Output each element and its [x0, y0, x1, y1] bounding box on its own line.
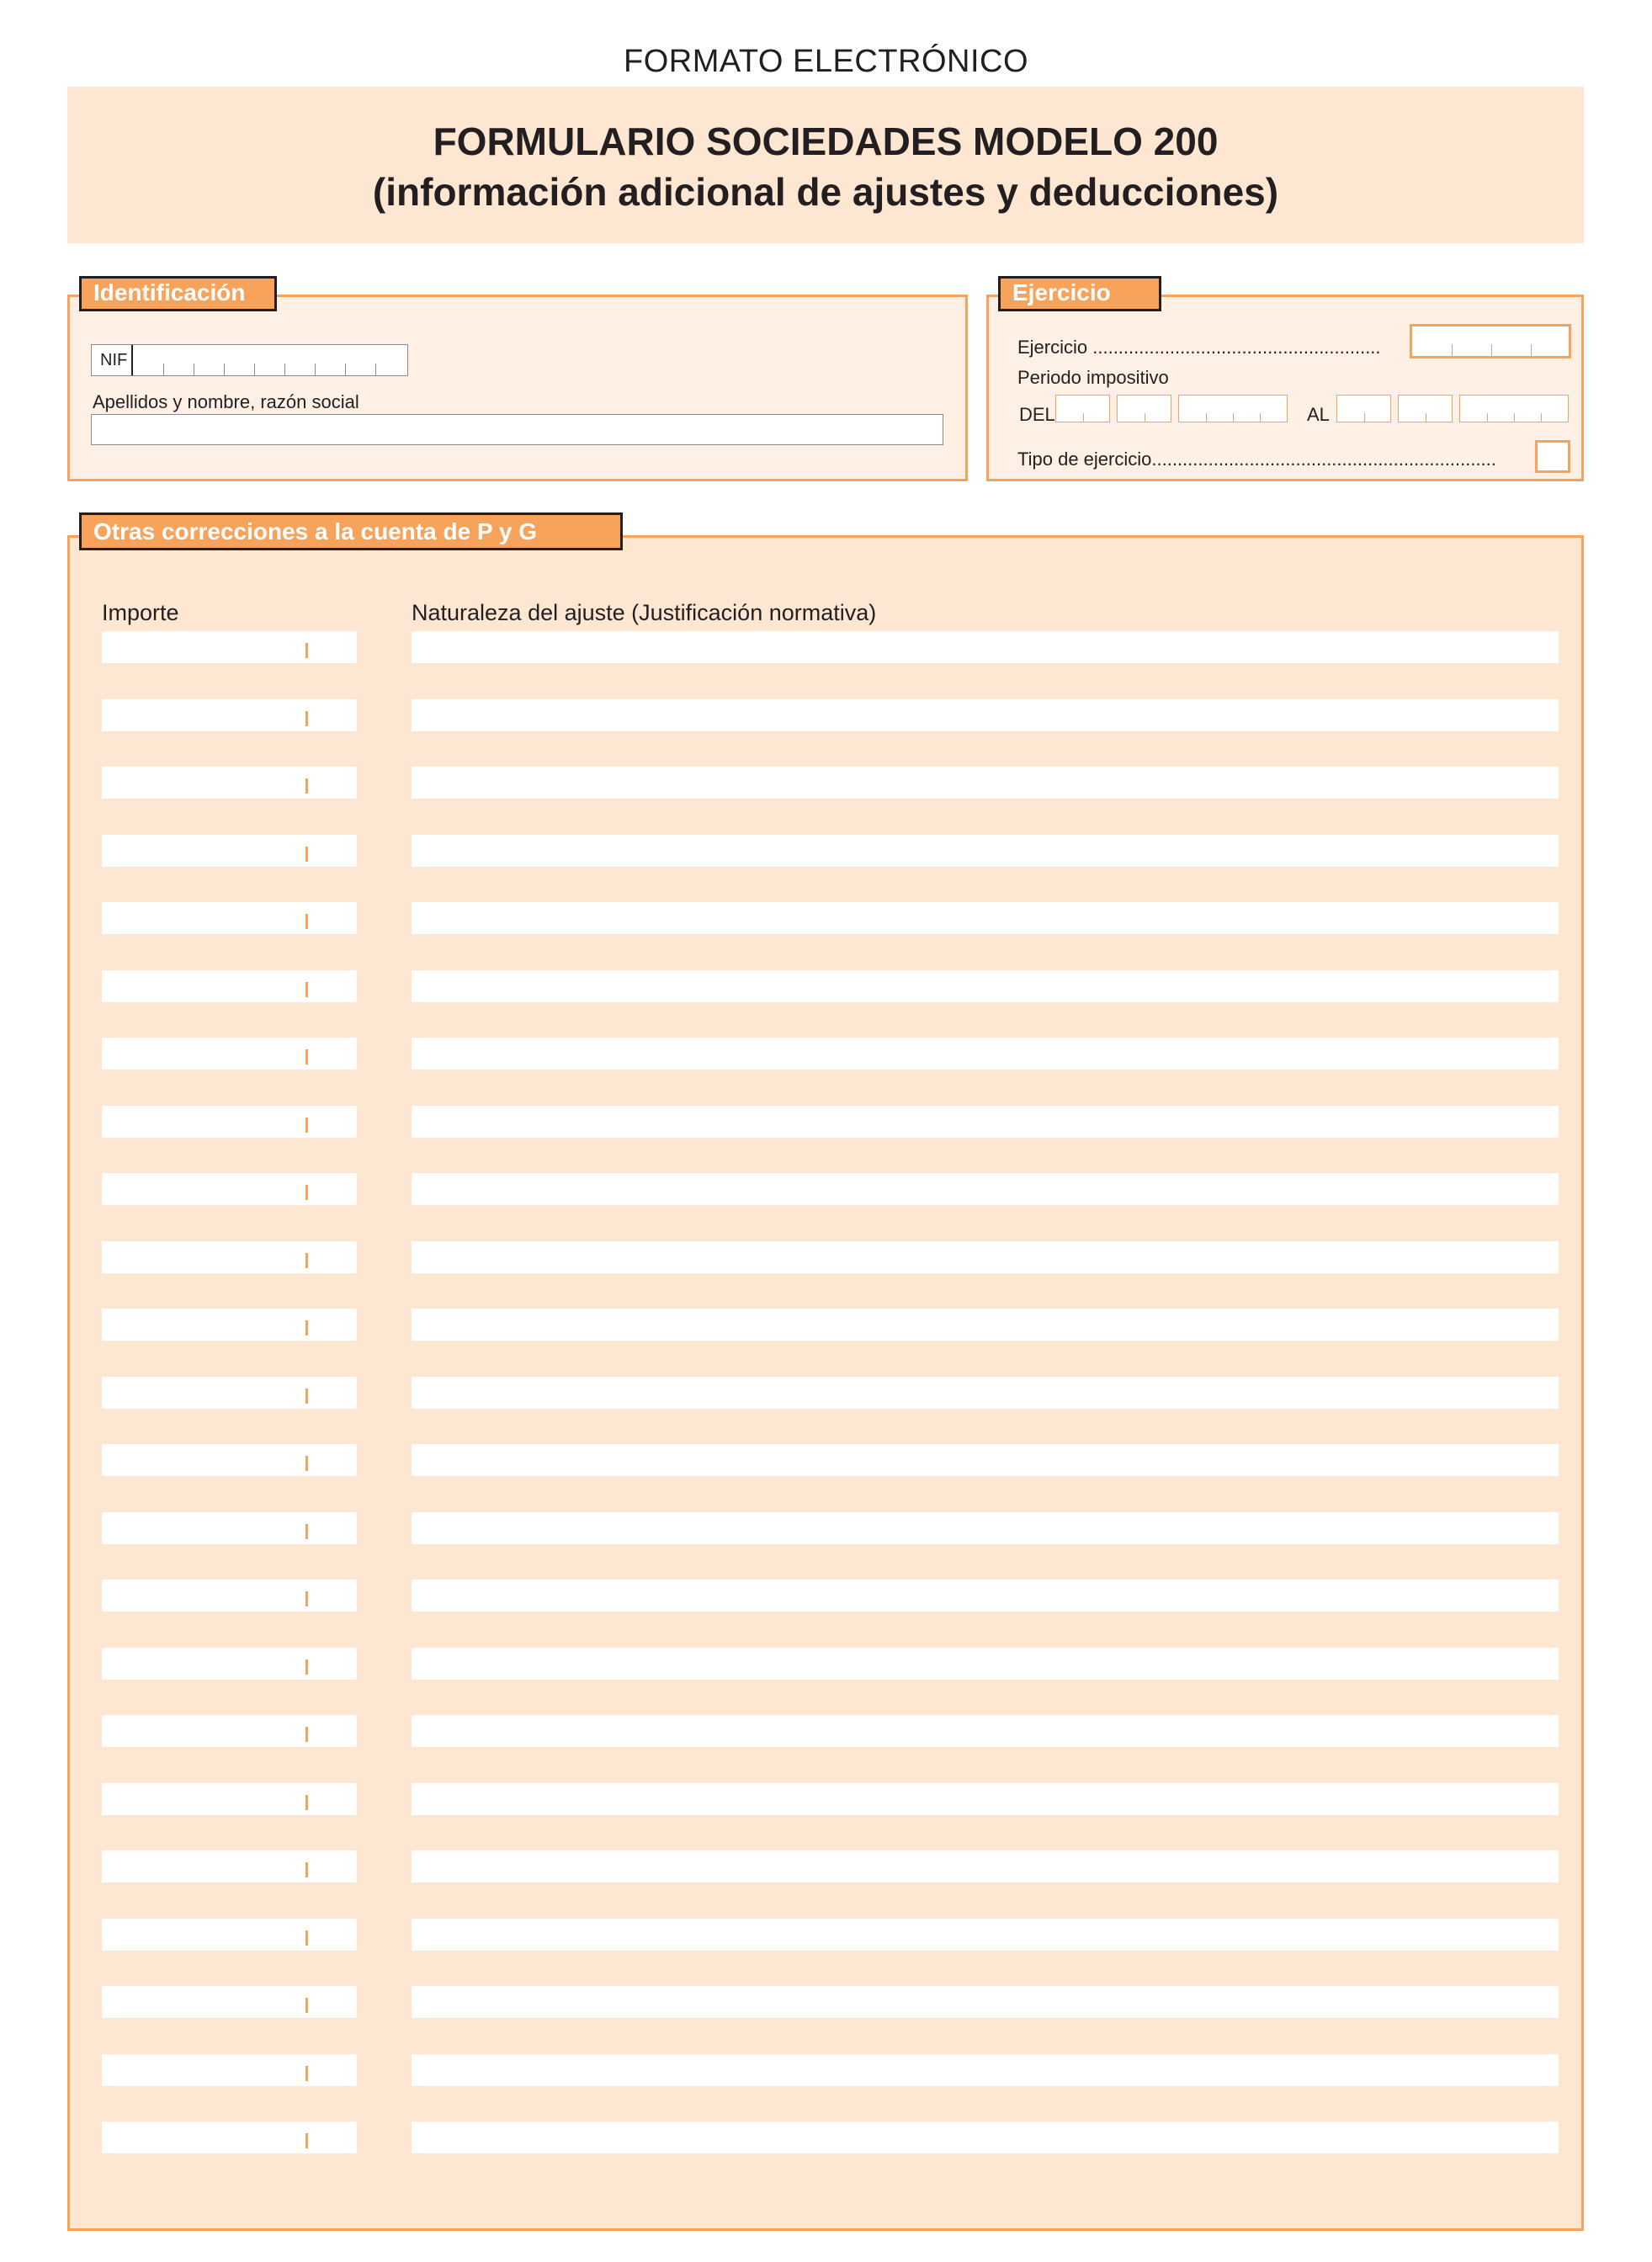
- decimal-separator: [305, 1930, 308, 1946]
- char-tick: [1531, 344, 1532, 356]
- form-title: FORMULARIO SOCIEDADES MODELO 200: [433, 119, 1219, 163]
- naturaleza-field[interactable]: [412, 2121, 1559, 2153]
- importe-field[interactable]: [102, 1580, 357, 1612]
- ejercicio-year-field[interactable]: [1410, 324, 1571, 358]
- decimal-separator: [305, 711, 308, 726]
- del-label: DEL: [1019, 404, 1055, 425]
- naturaleza-field[interactable]: [412, 1377, 1559, 1409]
- decimal-separator: [305, 2066, 308, 2081]
- ejercicio-tab: Ejercicio: [998, 276, 1161, 311]
- naturaleza-field[interactable]: [412, 1173, 1559, 1205]
- naturaleza-field[interactable]: [412, 1850, 1559, 1882]
- importe-field[interactable]: [102, 2054, 357, 2086]
- char-tick: [1452, 344, 1453, 356]
- decimal-separator: [305, 1049, 308, 1065]
- decimal-separator: [305, 643, 308, 658]
- decimal-separator: [305, 847, 308, 862]
- naturaleza-field[interactable]: [412, 1715, 1559, 1747]
- tipo-field[interactable]: [1535, 440, 1570, 473]
- naturaleza-field[interactable]: [412, 1512, 1559, 1544]
- decimal-separator: [305, 982, 308, 997]
- char-tick: [375, 364, 376, 375]
- title-band: [67, 87, 1584, 243]
- decimal-separator: [305, 1253, 308, 1268]
- importe-field[interactable]: [102, 767, 357, 799]
- char-tick: [254, 364, 255, 375]
- decimal-separator: [305, 1320, 308, 1335]
- nif-char-ticks: [133, 345, 406, 375]
- importe-field[interactable]: [102, 1986, 357, 2018]
- importe-field[interactable]: [102, 902, 357, 934]
- del-year-field[interactable]: [1178, 395, 1288, 422]
- importe-field[interactable]: [102, 1377, 357, 1409]
- name-field[interactable]: [91, 414, 943, 445]
- year-char-ticks: [1412, 327, 1569, 356]
- char-tick: [163, 364, 164, 375]
- identificacion-panel: [67, 295, 968, 481]
- naturaleza-field[interactable]: [412, 902, 1559, 934]
- decimal-separator: [305, 1456, 308, 1471]
- naturaleza-field[interactable]: [412, 1986, 1559, 2018]
- al-label: AL: [1307, 404, 1330, 425]
- naturaleza-field[interactable]: [412, 1444, 1559, 1476]
- correcciones-tab: Otras correcciones a la cuenta de P y G: [79, 512, 623, 550]
- decimal-separator: [305, 1524, 308, 1539]
- char-tick: [224, 364, 225, 375]
- char-tick: [345, 364, 346, 375]
- importe-field[interactable]: [102, 1309, 357, 1341]
- ejercicio-panel: [986, 295, 1584, 481]
- decimal-separator: [305, 778, 308, 794]
- decimal-separator: [305, 1727, 308, 1742]
- naturaleza-field[interactable]: [412, 1648, 1559, 1680]
- naturaleza-field[interactable]: [412, 1241, 1559, 1273]
- decimal-separator: [305, 914, 308, 929]
- decimal-separator: [305, 2133, 308, 2148]
- periodo-label: Periodo impositivo: [1017, 367, 1169, 388]
- decimal-separator: [305, 1118, 308, 1133]
- char-tick: [284, 364, 285, 375]
- importe-field[interactable]: [102, 1715, 357, 1747]
- importe-field[interactable]: [102, 1512, 357, 1544]
- naturaleza-field[interactable]: [412, 1783, 1559, 1815]
- naturaleza-field[interactable]: [412, 1309, 1559, 1341]
- nif-field[interactable]: [91, 344, 408, 376]
- naturaleza-header: Naturaleza del ajuste (Justificación normativa): [412, 600, 877, 625]
- importe-field[interactable]: [102, 1648, 357, 1680]
- naturaleza-field[interactable]: [412, 1106, 1559, 1138]
- al-day-field[interactable]: [1336, 395, 1391, 422]
- tipo-label: Tipo de ejercicio...................................................................: [1017, 449, 1496, 470]
- importe-field[interactable]: [102, 1038, 357, 1070]
- importe-field[interactable]: [102, 1783, 357, 1815]
- importe-header: Importe: [102, 600, 179, 625]
- naturaleza-field[interactable]: [412, 970, 1559, 1002]
- importe-field[interactable]: [102, 1106, 357, 1138]
- nif-label: NIF: [100, 351, 128, 369]
- decimal-separator: [305, 1591, 308, 1606]
- naturaleza-field[interactable]: [412, 699, 1559, 731]
- importe-field[interactable]: [102, 1919, 357, 1951]
- decimal-separator: [305, 1659, 308, 1675]
- naturaleza-field[interactable]: [412, 2054, 1559, 2086]
- naturaleza-field[interactable]: [412, 767, 1559, 799]
- importe-field[interactable]: [102, 699, 357, 731]
- importe-field[interactable]: [102, 1173, 357, 1205]
- decimal-separator: [305, 1389, 308, 1404]
- importe-field[interactable]: [102, 2121, 357, 2153]
- importe-field[interactable]: [102, 970, 357, 1002]
- decimal-separator: [305, 1862, 308, 1877]
- char-tick: [315, 364, 316, 375]
- importe-field[interactable]: [102, 631, 357, 663]
- naturaleza-field[interactable]: [412, 1038, 1559, 1070]
- ejercicio-label: Ejercicio ........................................................: [1017, 337, 1381, 358]
- identificacion-tab: Identificación: [79, 276, 277, 311]
- del-month-field[interactable]: [1117, 395, 1171, 422]
- del-day-field[interactable]: [1055, 395, 1110, 422]
- importe-field[interactable]: [102, 1241, 357, 1273]
- format-label: FORMATO ELECTRÓNICO: [623, 44, 1028, 79]
- al-month-field[interactable]: [1398, 395, 1453, 422]
- decimal-separator: [305, 1185, 308, 1200]
- name-label: Apellidos y nombre, razón social: [93, 391, 359, 412]
- al-year-field[interactable]: [1459, 395, 1569, 422]
- form-subtitle: (información adicional de ajustes y deducciones): [372, 170, 1279, 214]
- char-tick: [1491, 344, 1492, 356]
- naturaleza-field[interactable]: [412, 1919, 1559, 1951]
- importe-field[interactable]: [102, 835, 357, 867]
- naturaleza-field[interactable]: [412, 631, 1559, 663]
- naturaleza-field[interactable]: [412, 1580, 1559, 1612]
- correcciones-panel: [67, 535, 1584, 2231]
- decimal-separator: [305, 1795, 308, 1810]
- correcciones-rows: [70, 538, 1581, 2228]
- naturaleza-field[interactable]: [412, 835, 1559, 867]
- importe-field[interactable]: [102, 1850, 357, 1882]
- decimal-separator: [305, 1998, 308, 2013]
- importe-field[interactable]: [102, 1444, 357, 1476]
